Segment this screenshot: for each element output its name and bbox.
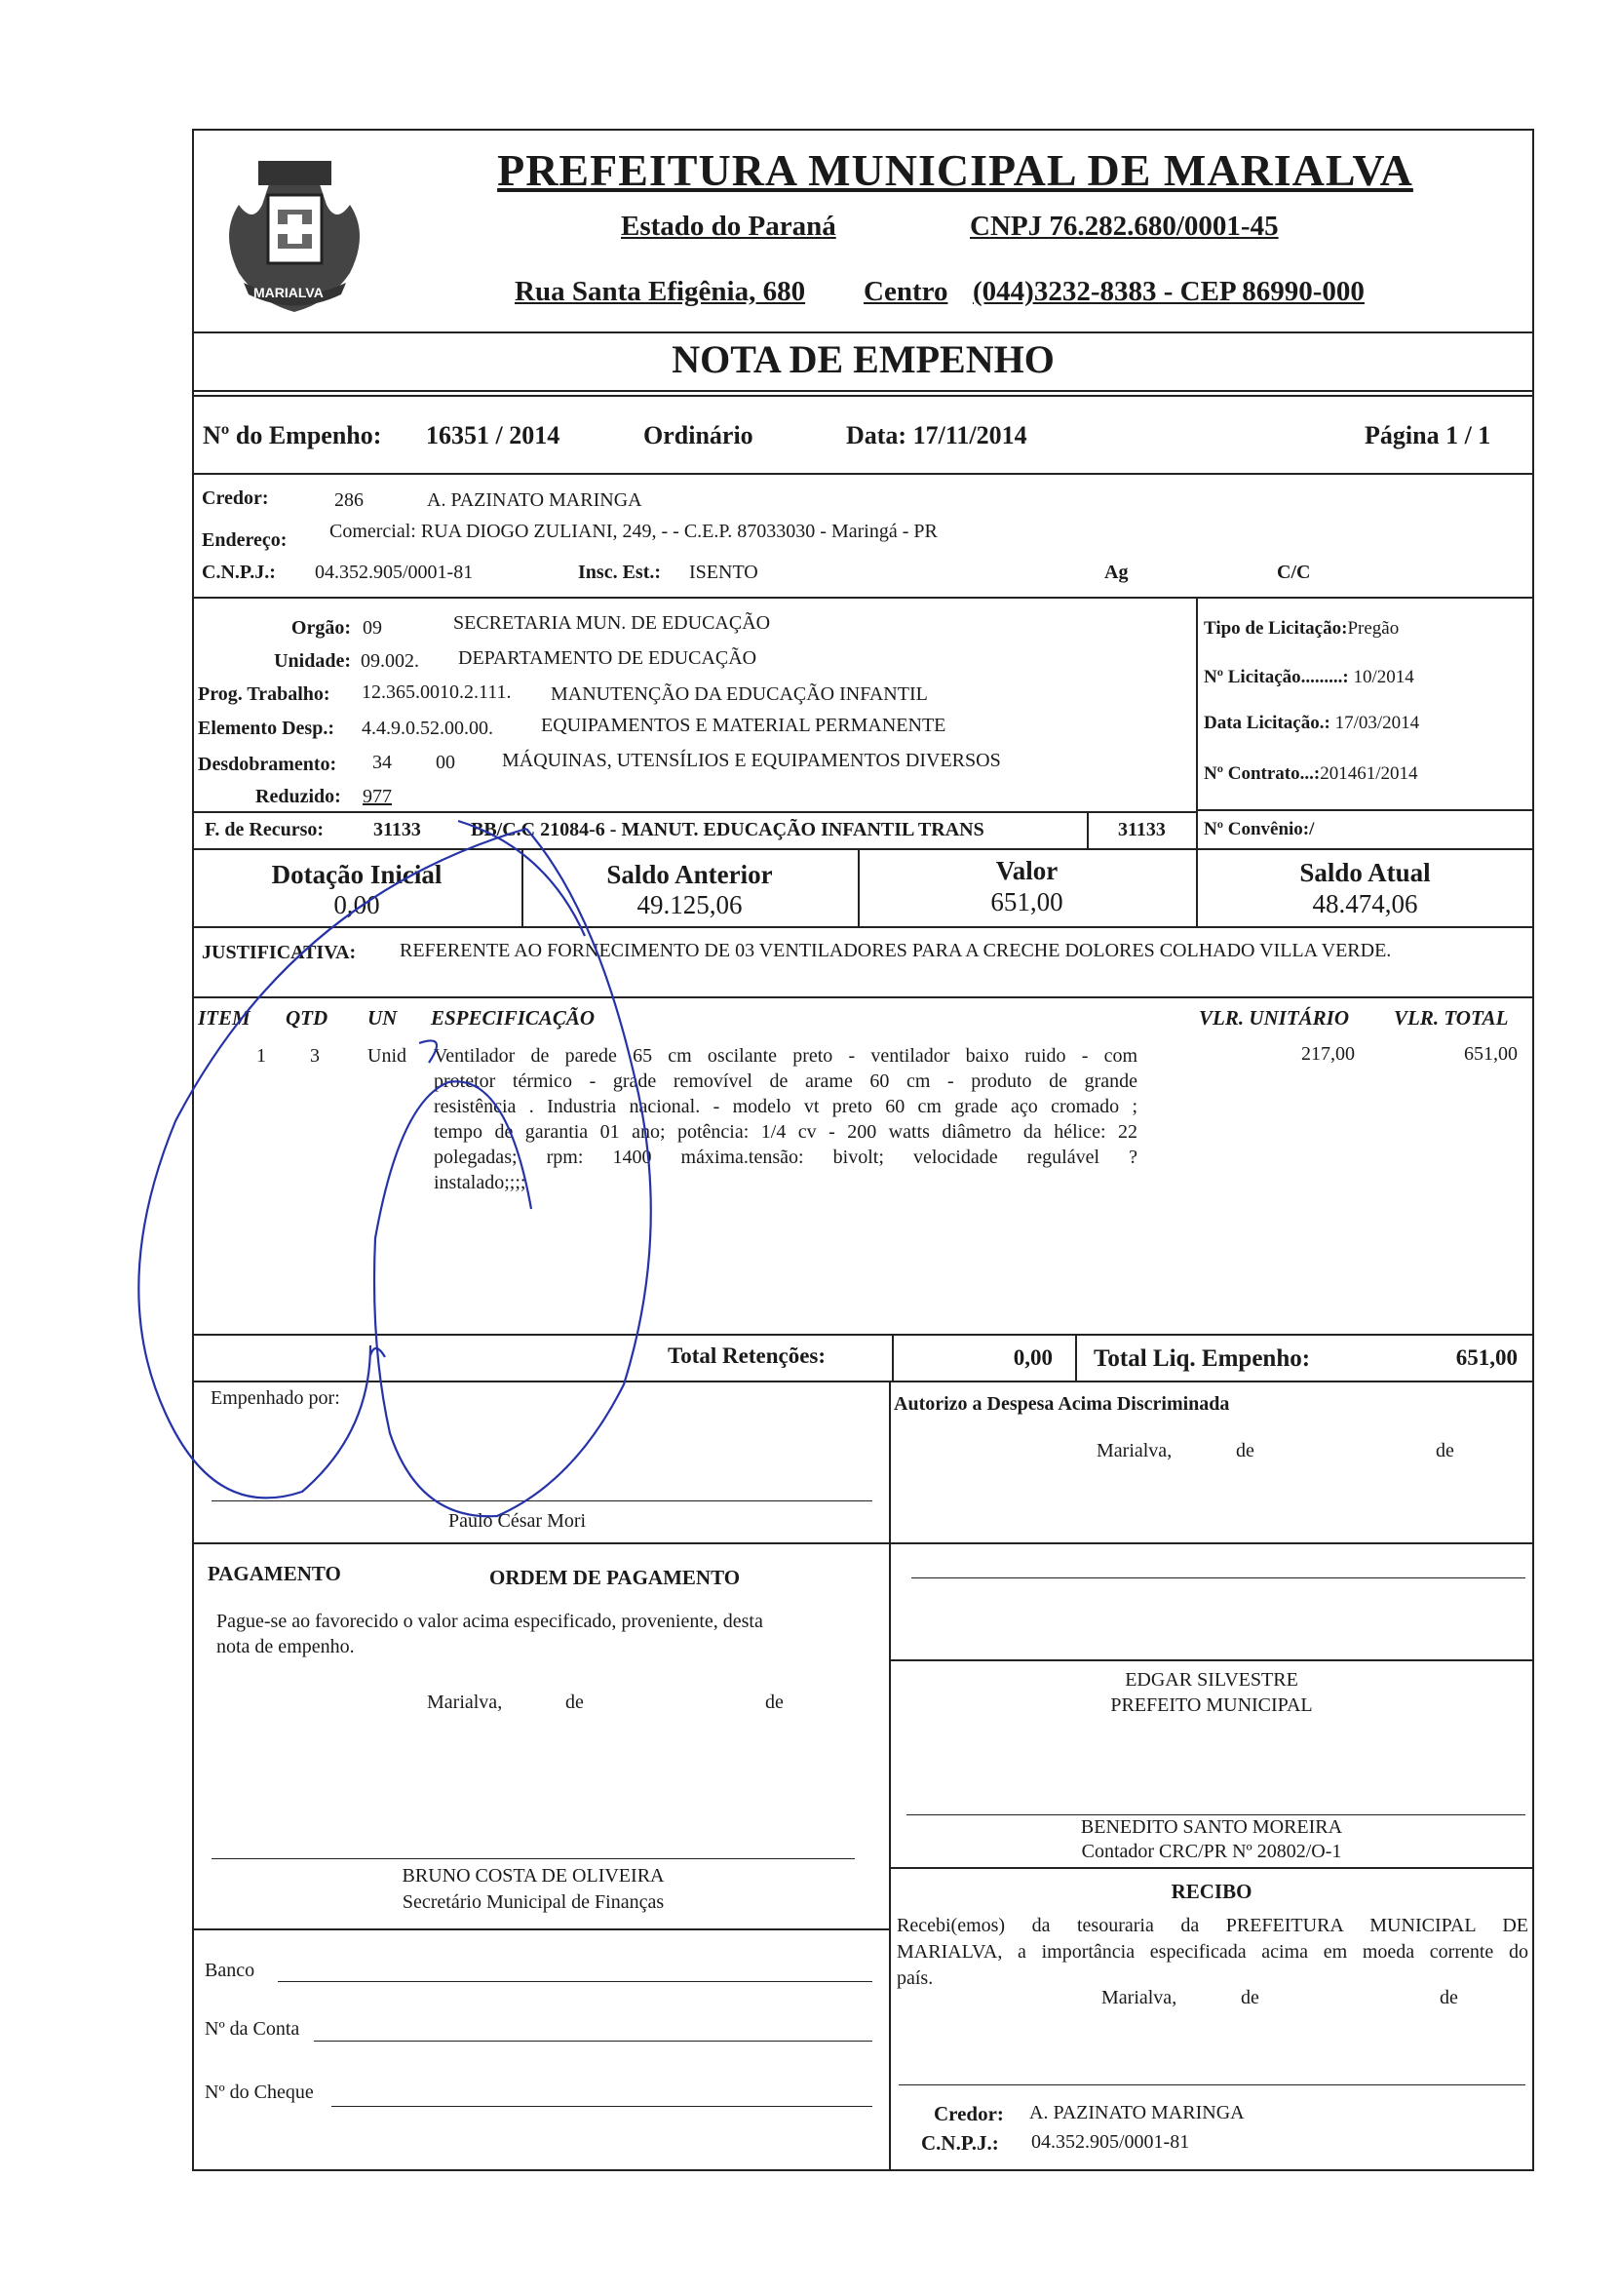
header-cnpj: CNPJ 76.282.680/0001-45: [970, 211, 1279, 242]
pagamento-de2: de: [765, 1692, 784, 1713]
desd-code: 34: [372, 752, 392, 773]
credor-address: Comercial: RUA DIOGO ZULIANI, 249, - - C.E.P. 87033030 - Maringá - PR: [329, 521, 938, 542]
orgao-label: Orgão:: [290, 617, 351, 639]
licitacao-tipo-label: Tipo de Licitação:Pregão: [1204, 618, 1400, 639]
ordem-label: ORDEM DE PAGAMENTO: [489, 1566, 741, 1589]
cnpj-label: C.N.P.J.:: [202, 562, 276, 583]
header-district: Centro: [864, 276, 948, 307]
col-item: ITEM: [198, 1006, 250, 1030]
orgao-code: 09: [363, 617, 382, 639]
recurso-code: 31133: [373, 819, 421, 840]
credor-insc: ISENTO: [689, 562, 758, 583]
address-label: Endereço:: [202, 529, 288, 551]
financas-signer-name: BRUNO COSTA DE OLIVEIRA: [402, 1865, 665, 1887]
conta-label: Nº da Conta: [205, 2018, 300, 2040]
autorizo-city: Marialva,: [1097, 1440, 1173, 1461]
empenho-date: Data: 17/11/2014: [846, 421, 1027, 449]
unidade-code: 09.002.: [361, 650, 419, 672]
pagamento-text-2: nota de empenho.: [216, 1636, 355, 1657]
unidade-name: DEPARTAMENTO DE EDUCAÇÃO: [458, 647, 757, 669]
saldo-atual-value: 48.474,06: [1312, 889, 1418, 918]
licitacao-num: 10/2014: [1353, 667, 1414, 687]
header-title: PREFEITURA MUNICIPAL DE MARIALVA: [497, 145, 1413, 195]
banco-label: Banco: [205, 1960, 255, 1981]
elem-name: EQUIPAMENTOS E MATERIAL PERMANENTE: [541, 715, 946, 736]
cc-label: C/C: [1277, 562, 1311, 583]
item-qtd: 3: [310, 1045, 320, 1067]
recibo-credor: A. PAZINATO MARINGA: [1029, 2102, 1245, 2123]
item-desc-line: instalado;;;;: [434, 1172, 526, 1193]
col-vlr-unit: VLR. UNITÁRIO: [1199, 1006, 1350, 1030]
col-qtd: QTD: [286, 1006, 328, 1030]
recibo-label: RECIBO: [1171, 1880, 1252, 1903]
justificativa-text: REFERENTE AO FORNECIMENTO DE 03 VENTILADORES PARA A CRECHE DOLORES COLHADO VILLA VERDE.: [400, 940, 1392, 961]
prefeito-role: PREFEITO MUNICIPAL: [1110, 1694, 1313, 1716]
item-desc-line: resistência . Industria nacional. - modelo vt preto 60 cm grade aço cromado ;: [434, 1096, 1137, 1117]
reduzido-value: 977: [363, 786, 392, 807]
recibo-cnpj: 04.352.905/0001-81: [1031, 2131, 1190, 2153]
empenhado-label: Empenhado por:: [211, 1387, 340, 1409]
credor-code: 286: [334, 489, 364, 511]
retencoes-label: Total Retenções:: [668, 1343, 827, 1368]
licitacao-contrato-label: Nº Contrato...:201461/2014: [1204, 763, 1418, 784]
unidade-label: Unidade:: [274, 650, 351, 672]
empenho-page: Página 1 / 1: [1365, 421, 1491, 449]
liq-value: 651,00: [1455, 1345, 1518, 1370]
doc-title: NOTA DE EMPENHO: [672, 337, 1055, 381]
crest-text: MARIALVA: [253, 285, 324, 300]
recibo-cnpj-label: C.N.P.J.:: [921, 2131, 999, 2155]
liq-label: Total Liq. Empenho:: [1094, 1345, 1311, 1372]
financas-signer-role: Secretário Municipal de Finanças: [402, 1891, 665, 1913]
recibo-credor-label: Credor:: [934, 2102, 1004, 2125]
justificativa-label: JUSTIFICATIVA:: [202, 942, 357, 963]
desd-name: MÁQUINAS, UTENSÍLIOS E EQUIPAMENTOS DIVERSOS: [502, 750, 1001, 771]
recurso-code-2: 31133: [1118, 819, 1166, 840]
autorizo-de1: de: [1236, 1440, 1254, 1461]
licitacao-convenio: Nº Convênio:/: [1204, 819, 1315, 839]
credor-cnpj: 04.352.905/0001-81: [315, 562, 474, 583]
empenho-label: Nº do Empenho:: [203, 421, 382, 449]
licitacao-contrato: 201461/2014: [1320, 763, 1418, 784]
item-desc-line: tempo de garantia 01 ano; potência: 1/4 cv - 200 watts diâmetro da hélice: 22: [434, 1121, 1137, 1143]
elem-code: 4.4.9.0.52.00.00.: [362, 718, 493, 739]
valor-value: 651,00: [990, 887, 1063, 916]
col-vlr-total: VLR. TOTAL: [1394, 1006, 1509, 1030]
retencoes-value: 0,00: [1013, 1345, 1053, 1370]
licitacao-data: 17/03/2014: [1334, 713, 1420, 733]
autorizo-de2: de: [1436, 1440, 1454, 1461]
recibo-text-2: MARIALVA, a importância especificada acima em moeda corrente do: [897, 1941, 1528, 1963]
recurso-name: BB/C.C 21084-6 - MANUT. EDUCAÇÃO INFANTIL TRANS: [471, 819, 984, 840]
recibo-text-1: Recebi(emos) da tesouraria da PREFEITURA MUNICIPAL DE: [897, 1915, 1528, 1936]
saldo-atual-label: Saldo Atual: [1299, 858, 1431, 887]
insc-label: Insc. Est.:: [578, 562, 662, 583]
ag-label: Ag: [1104, 562, 1129, 583]
autorizo-label: Autorizo a Despesa Acima Discriminada: [894, 1393, 1230, 1415]
prog-code: 12.365.0010.2.111.: [362, 681, 512, 703]
pagamento-city: Marialva,: [427, 1692, 503, 1713]
dotacao-label: Dotação Inicial: [271, 860, 443, 889]
item-number: 1: [256, 1045, 266, 1067]
empenho-number: 16351 / 2014: [426, 421, 560, 449]
prog-label: Prog. Trabalho:: [198, 683, 330, 705]
item-desc-line: protetor térmico - grade removível de arame 60 cm - produto de grande: [434, 1070, 1137, 1092]
recibo-text-3: país.: [897, 1967, 934, 1989]
saldo-anterior-label: Saldo Anterior: [606, 860, 773, 889]
col-espec: ESPECIFICAÇÃO: [431, 1006, 596, 1030]
col-un: UN: [367, 1006, 398, 1030]
contador-name: BENEDITO SANTO MOREIRA: [1080, 1816, 1343, 1838]
recibo-de2: de: [1440, 1987, 1458, 2008]
item-desc-line: Ventilador de parede 65 cm oscilante preto - ventilador baixo ruido - com: [434, 1045, 1137, 1067]
pagamento-label: PAGAMENTO: [208, 1562, 341, 1585]
contador-role: Contador CRC/PR Nº 20802/O-1: [1081, 1841, 1342, 1862]
item-desc-line: polegadas; rpm: 1400 máxima.tensão: bivolt; velocidade regulável ?: [434, 1147, 1137, 1168]
header-state: Estado do Paraná: [621, 211, 836, 242]
desd-label: Desdobramento:: [198, 754, 337, 775]
desd-sub: 00: [436, 752, 455, 773]
orgao-name: SECRETARIA MUN. DE EDUCAÇÃO: [453, 612, 771, 634]
prog-name: MANUTENÇÃO DA EDUCAÇÃO INFANTIL: [551, 683, 928, 705]
saldo-anterior-value: 49.125,06: [636, 890, 743, 919]
elem-label: Elemento Desp.:: [198, 718, 334, 739]
item-un: Unid: [367, 1045, 406, 1067]
recibo-city: Marialva,: [1101, 1987, 1177, 2008]
licitacao-tipo: Pregão: [1347, 618, 1400, 639]
prefeito-name: EDGAR SILVESTRE: [1125, 1669, 1298, 1691]
credor-label: Credor:: [202, 487, 269, 509]
reduzido-label: Reduzido:: [255, 786, 341, 807]
item-vlr-unit: 217,00: [1301, 1043, 1355, 1065]
header-address: Rua Santa Efigênia, 680: [515, 276, 806, 307]
pagamento-de1: de: [565, 1692, 584, 1713]
pagamento-text-1: Pague-se ao favorecido o valor acima especificado, proveniente, desta: [216, 1611, 763, 1632]
empenho-type: Ordinário: [643, 421, 753, 449]
item-vlr-total: 651,00: [1464, 1043, 1518, 1065]
licitacao-num-label: Nº Licitação.........: 10/2014: [1204, 667, 1414, 687]
empenhado-signer: Paulo César Mori: [448, 1510, 587, 1532]
licitacao-data-label: Data Licitação.: 17/03/2014: [1204, 713, 1420, 733]
dotacao-value: 0,00: [333, 890, 380, 919]
recibo-de1: de: [1241, 1987, 1259, 2008]
recurso-label: F. de Recurso:: [205, 819, 325, 840]
header-phone-cep: (044)3232-8383 - CEP 86990-000: [973, 276, 1365, 307]
cheque-label: Nº do Cheque: [205, 2082, 314, 2103]
valor-label: Valor: [995, 856, 1059, 885]
credor-name: A. PAZINATO MARINGA: [427, 489, 642, 511]
